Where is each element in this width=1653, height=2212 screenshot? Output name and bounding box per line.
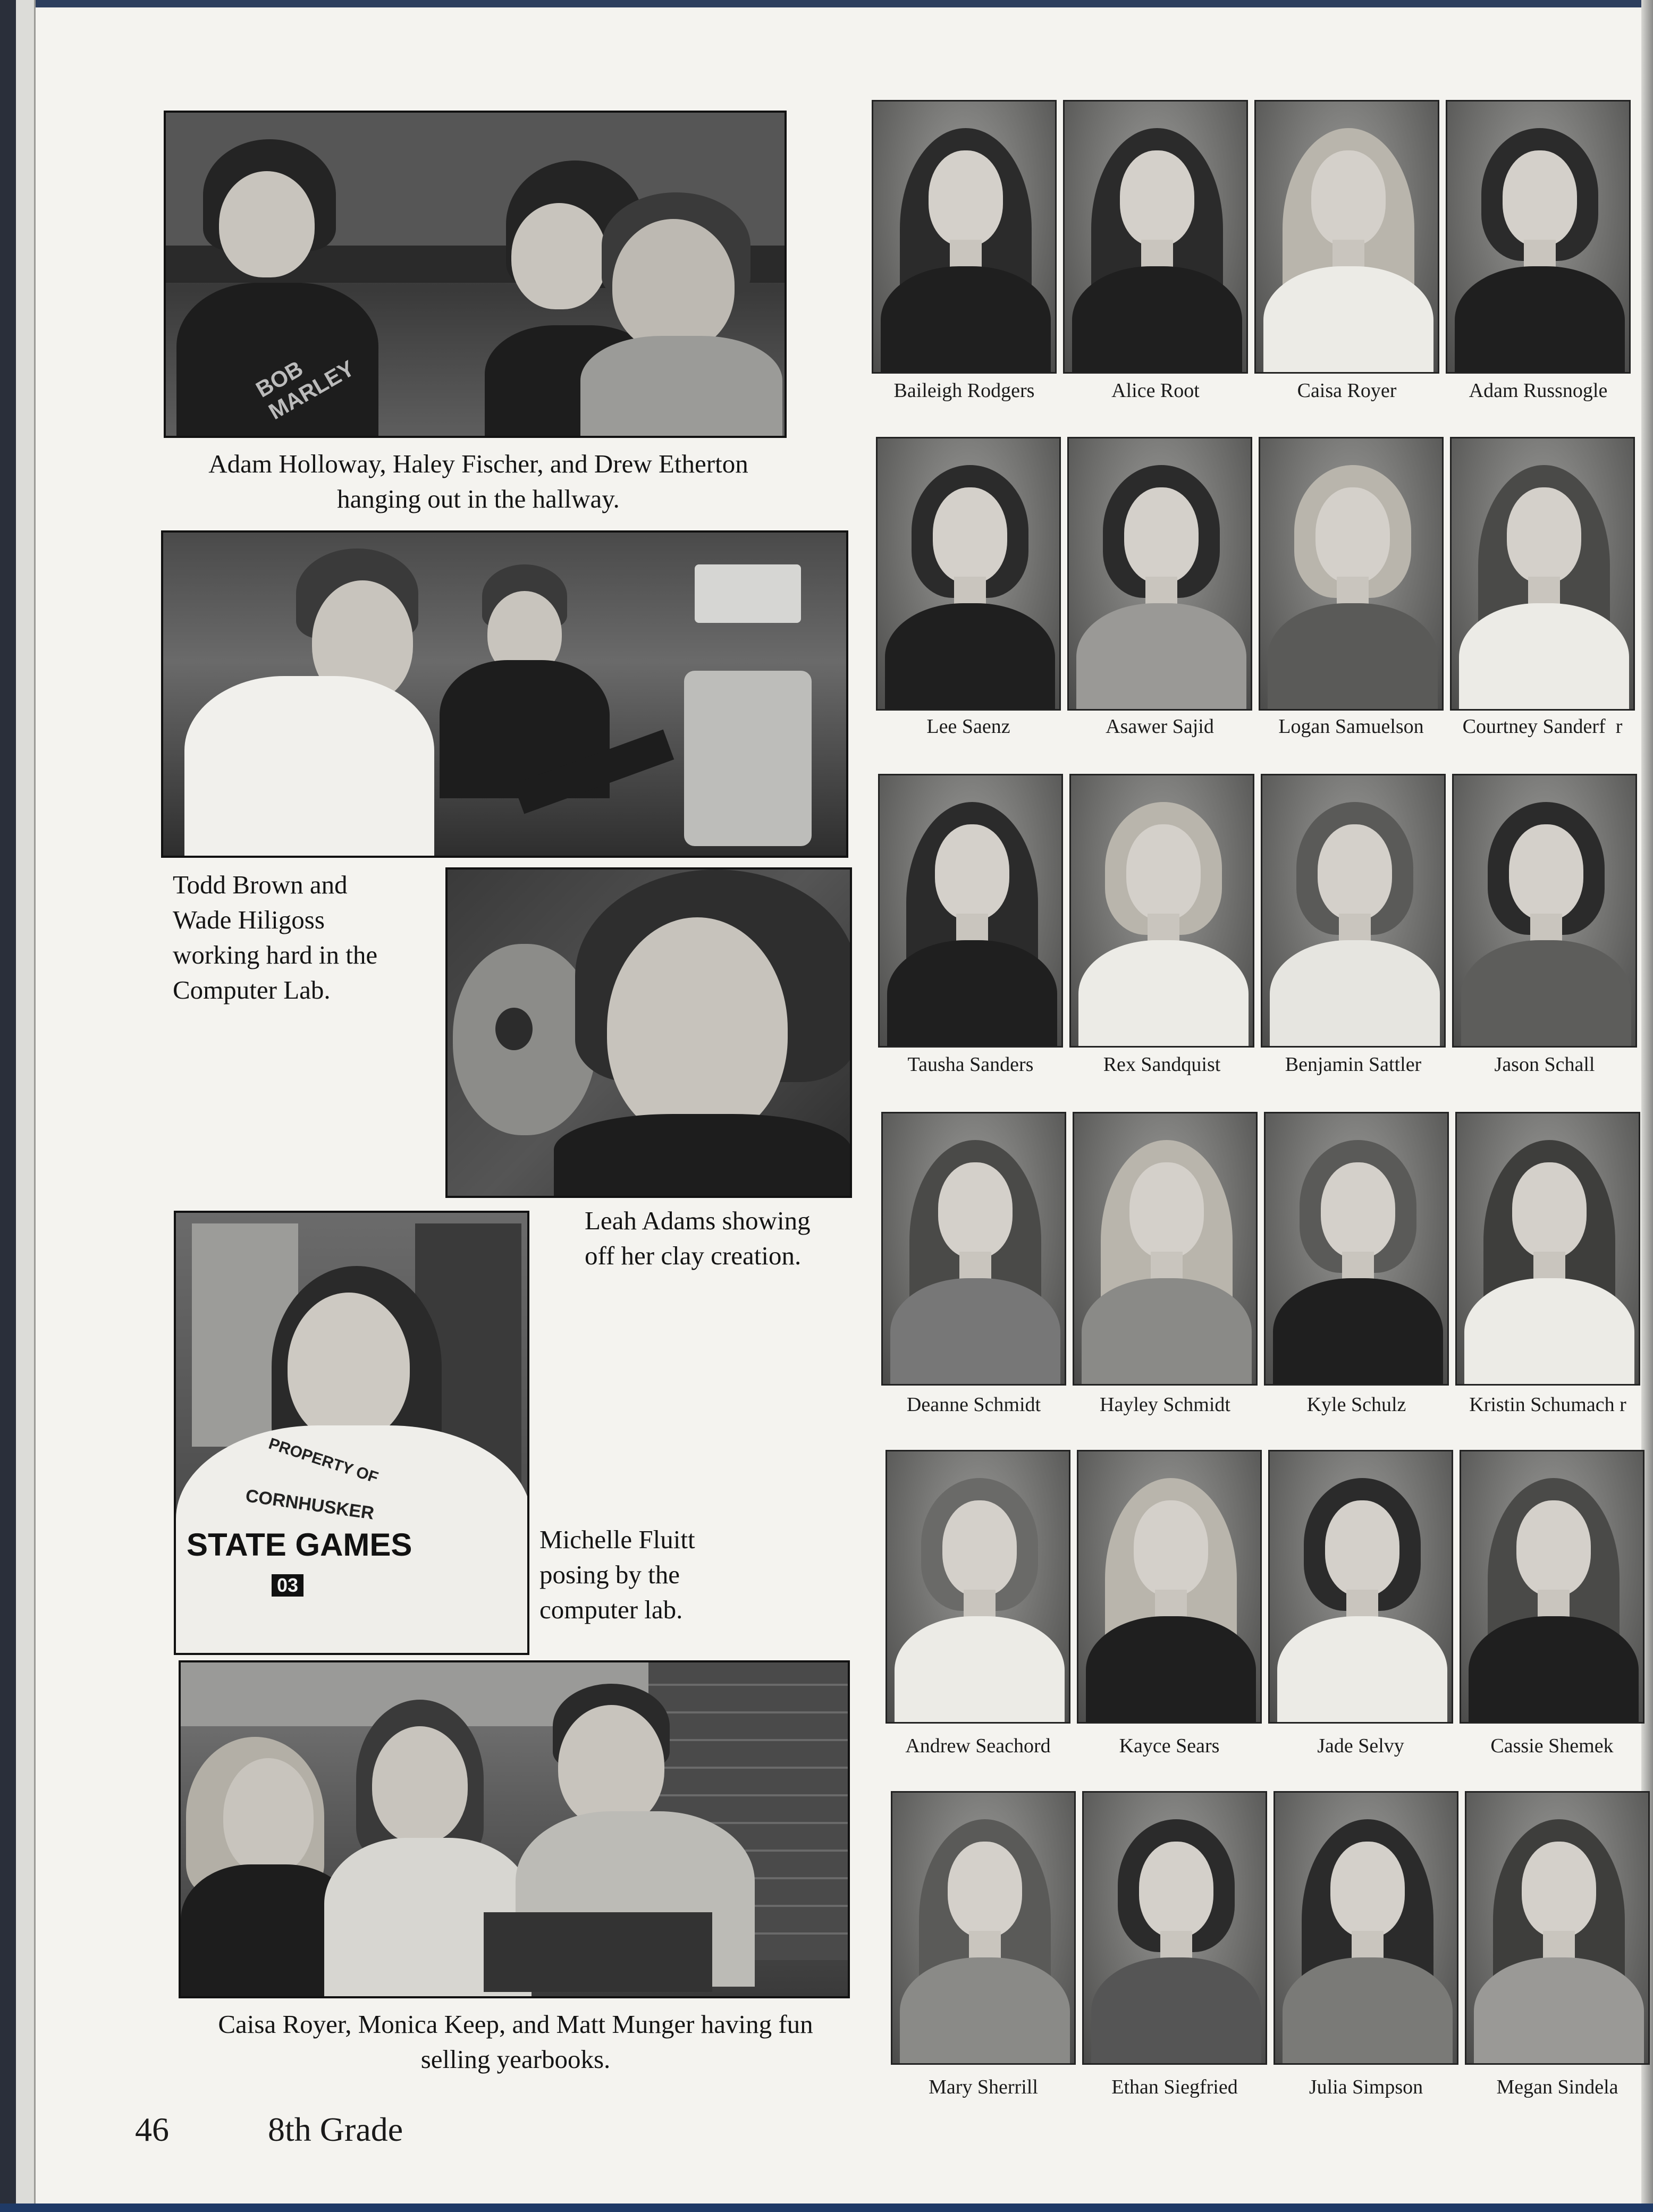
- student-name: Mary Sherrill: [929, 2076, 1038, 2098]
- page-top-edge: [0, 0, 1653, 7]
- portrait-photo: [1274, 1791, 1458, 2065]
- caption-line: Michelle Fluitt: [539, 1525, 695, 1554]
- portrait-photo: [1460, 1450, 1644, 1724]
- shirt-text-property: PROPERTY OF: [266, 1434, 381, 1487]
- page-bottom-edge: [0, 2203, 1653, 2212]
- student-name: Logan Samuelson: [1278, 715, 1424, 738]
- caption-line: off her clay creation.: [585, 1241, 802, 1270]
- student-name: Lee Saenz: [926, 715, 1010, 738]
- student-name: Julia Simpson: [1309, 2076, 1423, 2098]
- caption-line: Computer Lab.: [173, 975, 331, 1004]
- student-name: Kristin Schumach r: [1469, 1394, 1626, 1416]
- portrait-photo: [1067, 437, 1252, 711]
- caption-computer-lab: [173, 867, 438, 1008]
- page-number: 46: [135, 2110, 169, 2148]
- shirt-text-year: 03: [272, 1574, 303, 1597]
- caption-line: working hard in the: [173, 940, 378, 969]
- candid-photo-computer-lab-pose: [174, 1211, 529, 1655]
- caption-hallway: [144, 446, 813, 517]
- caption-line: Leah Adams showing: [585, 1206, 811, 1235]
- caption-line: Wade Hiligoss: [173, 905, 325, 934]
- portrait-photo: [1254, 100, 1439, 374]
- portrait-photo: [1446, 100, 1631, 374]
- caption-line: posing by the: [539, 1560, 680, 1589]
- student-name: Asawer Sajid: [1106, 715, 1214, 738]
- student-name: Deanne Schmidt: [906, 1394, 1041, 1416]
- portrait-photo: [1450, 437, 1635, 711]
- portrait-photo: [878, 774, 1063, 1048]
- candid-photo-selling-yearbooks: [179, 1660, 850, 1998]
- portrait-photo: [1069, 774, 1254, 1048]
- student-name: Courtney Sanderf r: [1462, 715, 1623, 738]
- student-name: Kyle Schulz: [1306, 1394, 1406, 1416]
- portrait-photo: [1259, 437, 1444, 711]
- portrait-photo: [891, 1791, 1076, 2065]
- portrait-photo: [872, 100, 1057, 374]
- student-name: Andrew Seachord: [905, 1735, 1051, 1757]
- portrait-photo: [1264, 1112, 1449, 1386]
- binding-edge: [0, 0, 16, 2212]
- student-name: Adam Russnogle: [1469, 379, 1608, 402]
- student-name: Alice Root: [1111, 379, 1200, 402]
- portrait-photo: [1452, 774, 1637, 1048]
- student-name: Ethan Siegfried: [1111, 2076, 1238, 2098]
- student-name: Cassie Shemek: [1490, 1735, 1614, 1757]
- portrait-photo: [881, 1112, 1066, 1386]
- portrait-photo: [1465, 1791, 1650, 2065]
- portrait-photo: [1063, 100, 1248, 374]
- caption-line: Caisa Royer, Monica Keep, and Matt Munger having fun: [218, 2010, 813, 2039]
- student-name: Jason Schall: [1494, 1053, 1595, 1076]
- portrait-photo: [1082, 1791, 1267, 2065]
- portrait-photo: [885, 1450, 1070, 1724]
- student-name: Benjamin Sattler: [1285, 1053, 1422, 1076]
- student-name: Jade Selvy: [1317, 1735, 1404, 1757]
- caption-line: computer lab.: [539, 1595, 683, 1624]
- student-name: Megan Sindela: [1496, 2076, 1618, 2098]
- student-name: Kayce Sears: [1119, 1735, 1220, 1757]
- portrait-photo: [1077, 1450, 1262, 1724]
- candid-photo-clay-creation: [445, 867, 852, 1198]
- shirt-text-cornhusker: CORNHUSKER: [244, 1485, 376, 1524]
- caption-line: Todd Brown and: [173, 870, 348, 899]
- student-name: Caisa Royer: [1297, 379, 1397, 402]
- portrait-photo: [876, 437, 1061, 711]
- portrait-photo: [1455, 1112, 1640, 1386]
- shirt-text-bob-marley: BOB MARLEY: [251, 355, 359, 425]
- student-name: Baileigh Rodgers: [893, 379, 1035, 402]
- caption-line: selling yearbooks.: [420, 2045, 611, 2074]
- student-name: Tausha Sanders: [907, 1053, 1034, 1076]
- portrait-photo: [1073, 1112, 1258, 1386]
- shirt-text-state-games: STATE GAMES: [187, 1527, 412, 1563]
- caption-clay-creation: [585, 1203, 861, 1273]
- portrait-photo: [1261, 774, 1446, 1048]
- candid-photo-hallway: [164, 111, 787, 438]
- caption-line: Adam Holloway, Haley Fischer, and Drew Etherton: [208, 449, 748, 478]
- student-name: Hayley Schmidt: [1100, 1394, 1230, 1416]
- candid-photo-computer-lab: [161, 530, 848, 858]
- binding-gutter: [16, 0, 36, 2212]
- caption-computer-lab-pose: [539, 1522, 763, 1627]
- section-title: 8th Grade: [268, 2110, 403, 2148]
- portrait-photo: [1268, 1450, 1453, 1724]
- student-name: Rex Sandquist: [1103, 1053, 1221, 1076]
- caption-line: hanging out in the hallway.: [337, 484, 620, 513]
- caption-selling-yearbooks: [159, 2007, 872, 2077]
